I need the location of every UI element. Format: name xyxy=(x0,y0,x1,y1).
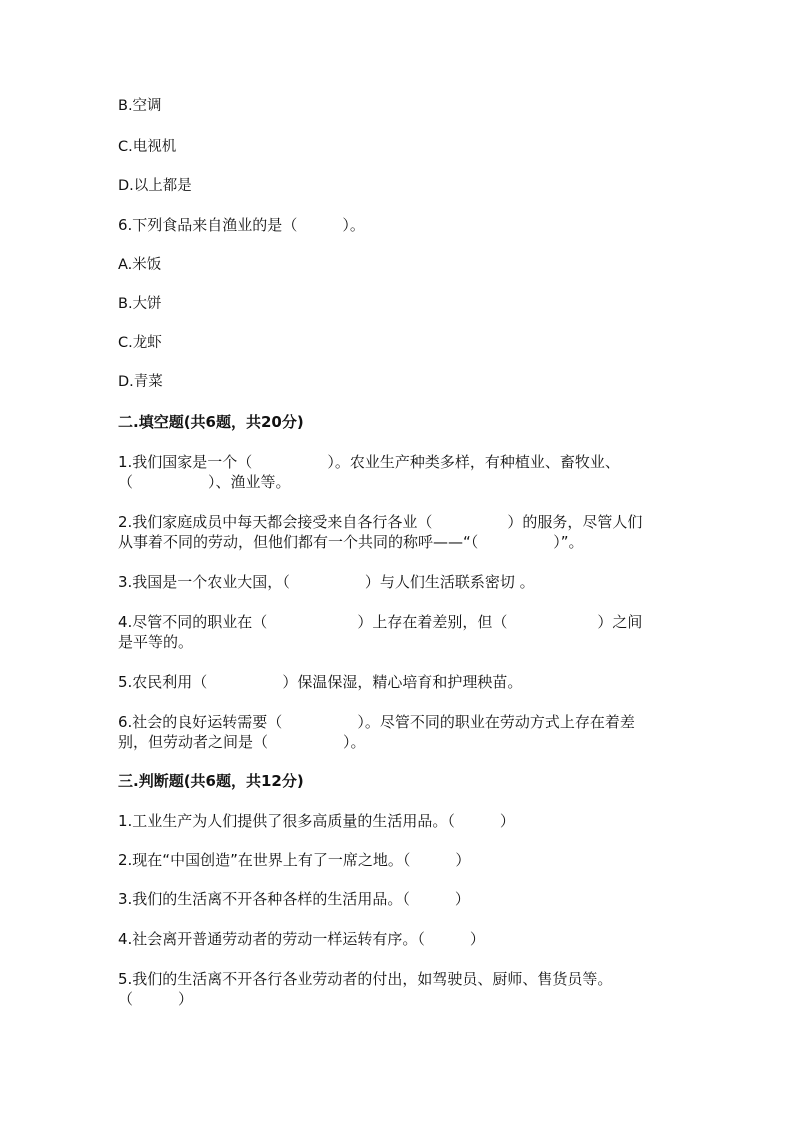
fill-q3: 3.我国是一个农业大国，（ ）与人们生活联系密切 。 xyxy=(118,573,535,591)
fill-q1-line2: （ ）、渔业等。 xyxy=(118,473,291,491)
q6-stem: 6.下列食品来自渔业的是（ ）。 xyxy=(118,216,365,234)
judge-q5-line1: 5.我们的生活离不开各行各业劳动者的付出，如驾驶员、厨师、售货员等。 xyxy=(118,970,613,988)
fill-q4-line2: 是平等的。 xyxy=(118,633,194,651)
q6-option-a: A.米饭 xyxy=(118,257,162,273)
fill-q4-line1: 4.尽管不同的职业在（ ）上存在着差别，但（ ）之间 xyxy=(118,613,643,631)
q5-option-c: C.电视机 xyxy=(118,139,177,155)
judge-q4: 4.社会离开普通劳动者的劳动一样运转有序。（ ） xyxy=(118,930,485,948)
fill-q2-line1: 2.我们家庭成员中每天都会接受来自各行各业（ ）的服务，尽管人们 xyxy=(118,513,643,531)
fill-q2-line2: 从事着不同的劳动，但他们都有一个共同的称呼——“（ ）”。 xyxy=(118,533,584,551)
fill-q6-line2: 别，但劳动者之间是（ ）。 xyxy=(118,733,366,751)
section-judge-title: 三.判断题(共6题，共12分) xyxy=(118,772,304,790)
judge-q3: 3.我们的生活离不开各种各样的生活用品。（ ） xyxy=(118,890,470,908)
judge-q2: 2.现在“中国创造”在世界上有了一席之地。（ ） xyxy=(118,851,471,869)
q6-option-c: C.龙虾 xyxy=(118,335,162,351)
judge-q1: 1.工业生产为人们提供了很多高质量的生活用品。（ ） xyxy=(118,812,515,830)
q5-option-d: D.以上都是 xyxy=(118,178,192,194)
q6-option-d: D.青菜 xyxy=(118,374,163,390)
section-fill-in-title: 二.填空题(共6题，共20分) xyxy=(118,413,304,431)
judge-q5-line2: （ ） xyxy=(118,990,194,1008)
q5-option-b: B.空调 xyxy=(118,98,162,114)
q6-option-b: B.大饼 xyxy=(118,296,162,312)
fill-q1-line1: 1.我们国家是一个（ ）。农业生产种类多样，有种植业、畜牧业、 xyxy=(118,453,620,471)
fill-q5: 5.农民利用（ ）保温保湿，精心培育和护理秧苗。 xyxy=(118,673,523,691)
fill-q6-line1: 6.社会的良好运转需要（ ）。尽管不同的职业在劳动方式上存在着差 xyxy=(118,713,635,731)
